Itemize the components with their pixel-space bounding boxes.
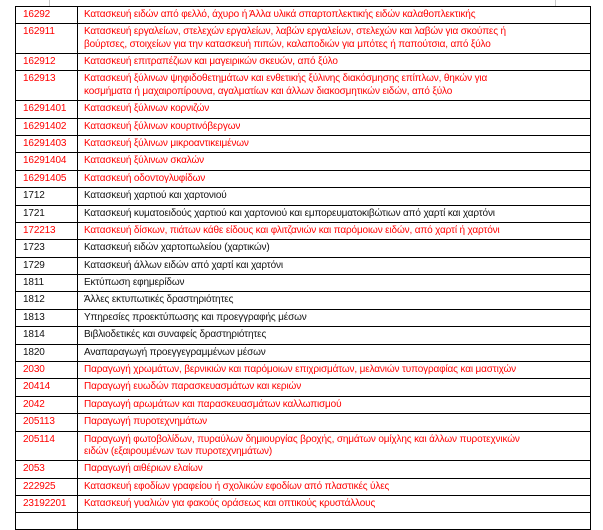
table-body: [16, 7, 591, 530]
description-line: Κατασκευή εργαλείων, στελεχών εργαλείων, λαβών εργαλείων, στελεχών και λαβών για σκούπες ή: [84, 26, 506, 38]
activity-code: 16291401: [16, 101, 78, 118]
activity-code: 1814: [16, 327, 78, 344]
activity-description: [78, 71, 591, 101]
activity-description: [78, 327, 591, 344]
description-line: Κατασκευή κυματοειδούς χαρτιού και χαρτονιού και εμπορευματοκιβώτιων από χαρτί και χαρτόνι: [84, 207, 495, 219]
description-line: βούρτσες, στοιχείων για την κατασκευή πιπών, καλαποδιών για μπότες ή παπούτσια, από ξύλο: [84, 38, 491, 50]
activity-code: 162911: [16, 24, 78, 54]
table-row: [16, 309, 591, 326]
activity-code: 1712: [16, 188, 78, 205]
description-line: Παραγωγή πυροτεχνημάτων: [84, 416, 208, 428]
activity-description: [78, 292, 591, 309]
activity-description: [78, 379, 591, 396]
activity-code: 20414: [16, 379, 78, 396]
activity-code: 222925: [16, 478, 78, 495]
table-row: [16, 188, 591, 205]
table-row: [16, 327, 591, 344]
activity-code: 2030: [16, 362, 78, 379]
description-line: Υπηρεσίες προεκτύπωσης και προεγγραφής μέσων: [84, 311, 307, 323]
activity-description: [78, 275, 591, 292]
table-row: [16, 414, 591, 431]
activity-code: 16291402: [16, 118, 78, 135]
description-line: Κατασκευή ξύλινων μικροαντικειμένων: [84, 137, 249, 149]
table-row: [16, 71, 591, 101]
table-row: [16, 344, 591, 361]
activity-code: 1811: [16, 275, 78, 292]
table-row: [16, 431, 591, 461]
activity-codes-table: [15, 6, 591, 530]
activity-code: 1813: [16, 309, 78, 326]
activity-description: [78, 257, 591, 274]
table-row: [16, 396, 591, 413]
table-row: [16, 222, 591, 239]
activity-description: [78, 478, 591, 495]
description-line: Παραγωγή ευωδών παρασκευασμάτων και κεριών: [84, 381, 302, 393]
table-row: [16, 7, 591, 24]
activity-code: 162913: [16, 71, 78, 101]
activity-description: [78, 496, 591, 513]
table-row: [16, 461, 591, 478]
description-line: ειδών (εξαιρουμένων των πυροτεχνημάτων): [84, 446, 273, 458]
activity-description: [78, 54, 591, 71]
description-line: Κατασκευή χαρτιού και χαρτονιού: [84, 190, 227, 202]
description-line: Παραγωγή αρωμάτων και παρασκευασμάτων καλλωπισμού: [84, 398, 342, 410]
table-row: [16, 205, 591, 222]
description-line: Εκτύπωση εφημερίδων: [84, 277, 185, 289]
table-row: [16, 153, 591, 170]
description-line: Κατασκευή ειδών χαρτοπωλείου (χαρτικών): [84, 242, 270, 254]
table-row: [16, 135, 591, 152]
description-line: Κατασκευή ειδών από φελλό, άχυρο ή Άλλα υλικά σπαρτοπλεκτικής ειδών καλαθοπλεκτικής: [84, 9, 476, 20]
description-line: Κατασκευή δίσκων, πιάτων κάθε είδους και φλιτζανιών και παρόμοιων ειδών, από χαρτί ή χαρτόνι: [84, 224, 500, 236]
activity-description: [78, 513, 591, 530]
activity-code: 23192201: [16, 496, 78, 513]
activity-code: 172213: [16, 222, 78, 239]
activity-code: 1729: [16, 257, 78, 274]
description-line: Κατασκευή άλλων ειδών από χαρτί και χαρτόνι: [84, 259, 283, 271]
activity-code: 16292: [16, 7, 78, 24]
activity-description: [78, 188, 591, 205]
description-line: Παραγωγή αιθέριων ελαίων: [84, 463, 203, 475]
activity-code: 205114: [16, 431, 78, 461]
table-row: [16, 170, 591, 187]
table-row: [16, 478, 591, 495]
table-row: [16, 292, 591, 309]
activity-description: [78, 205, 591, 222]
activity-code: 16291403: [16, 135, 78, 152]
table-row: [16, 362, 591, 379]
description-line: Κατασκευή ξύλινων κορνιζών: [84, 103, 210, 115]
activity-description: [78, 222, 591, 239]
activity-description: [78, 414, 591, 431]
activity-code: 1820: [16, 344, 78, 361]
activity-description: [78, 344, 591, 361]
description-line: Βιβλιοδετικές και συναφείς δραστηριότητες: [84, 329, 267, 341]
activity-code: 1721: [16, 205, 78, 222]
activity-description: [78, 431, 591, 461]
description-line: Άλλες εκτυπωτικές δραστηριότητες: [84, 294, 234, 306]
description-line: Αναπαραγωγή προεγγεγραμμένων μέσων: [84, 346, 266, 358]
activity-code: 1812: [16, 292, 78, 309]
table-row: [16, 257, 591, 274]
activity-description: [78, 118, 591, 135]
activity-description: [78, 153, 591, 170]
activity-description: [78, 240, 591, 257]
activity-code: 2053: [16, 461, 78, 478]
activity-description: [78, 362, 591, 379]
description-line: Κατασκευή οδοντογλυφίδων: [84, 172, 206, 184]
description-line: Κατασκευή ξύλινων κουρτινόβεργων: [84, 120, 241, 132]
table-row: [16, 101, 591, 118]
activity-description: [78, 461, 591, 478]
activity-description: [78, 170, 591, 187]
table-row: [16, 496, 591, 513]
table-row: [16, 24, 591, 54]
table-row-partial: [16, 513, 591, 530]
activity-description: [78, 396, 591, 413]
activity-code: 16291404: [16, 153, 78, 170]
description-line: Παραγωγή χρωμάτων, βερνικιών και παρόμοιων επιχρισμάτων, μελανιών τυπογραφίας και μαστιχών: [84, 364, 516, 376]
activity-code: [16, 513, 78, 530]
description-line: Κατασκευή γυαλιών για φακούς οράσεως και οπτικούς κρυστάλλους: [84, 498, 376, 510]
activity-code: 205113: [16, 414, 78, 431]
activity-code: 2042: [16, 396, 78, 413]
activity-code: 1723: [16, 240, 78, 257]
activity-description: [78, 7, 591, 24]
description-line: Κατασκευή ξύλινων ψηφιδοθετημάτων και ενθετικής ξύλινης διακόσμησης επίπλων, θηκών για: [84, 73, 488, 85]
activity-description: [78, 309, 591, 326]
description-line: Κατασκευή επιτραπέζιων και μαγειρικών σκευών, από ξύλο: [84, 56, 338, 68]
description-line: Κατασκευή ξύλινων σκαλών: [84, 155, 204, 167]
table-row: [16, 379, 591, 396]
table-row: [16, 240, 591, 257]
table-row: [16, 54, 591, 71]
description-line: Κατασκευή εφοδίων γραφείου ή σχολικών εφοδίων από πλαστικές ύλες: [84, 480, 390, 492]
activity-description: [78, 135, 591, 152]
table-row: [16, 275, 591, 292]
activity-description: [78, 101, 591, 118]
activity-code: 162912: [16, 54, 78, 71]
description-line: κοσμήματα ή μαχαιροπίρουνα, αγαλματίων και άλλων διακοσμητικών ειδών, από ξύλο: [84, 86, 453, 98]
activity-code: 16291405: [16, 170, 78, 187]
table-row: [16, 118, 591, 135]
description-line: Παραγωγή φωτοβολίδων, πυραύλων δημιουργίας βροχής, σημάτων ομίχλης και άλλων πυροτεχνικών: [84, 433, 520, 445]
activity-description: [78, 24, 591, 54]
